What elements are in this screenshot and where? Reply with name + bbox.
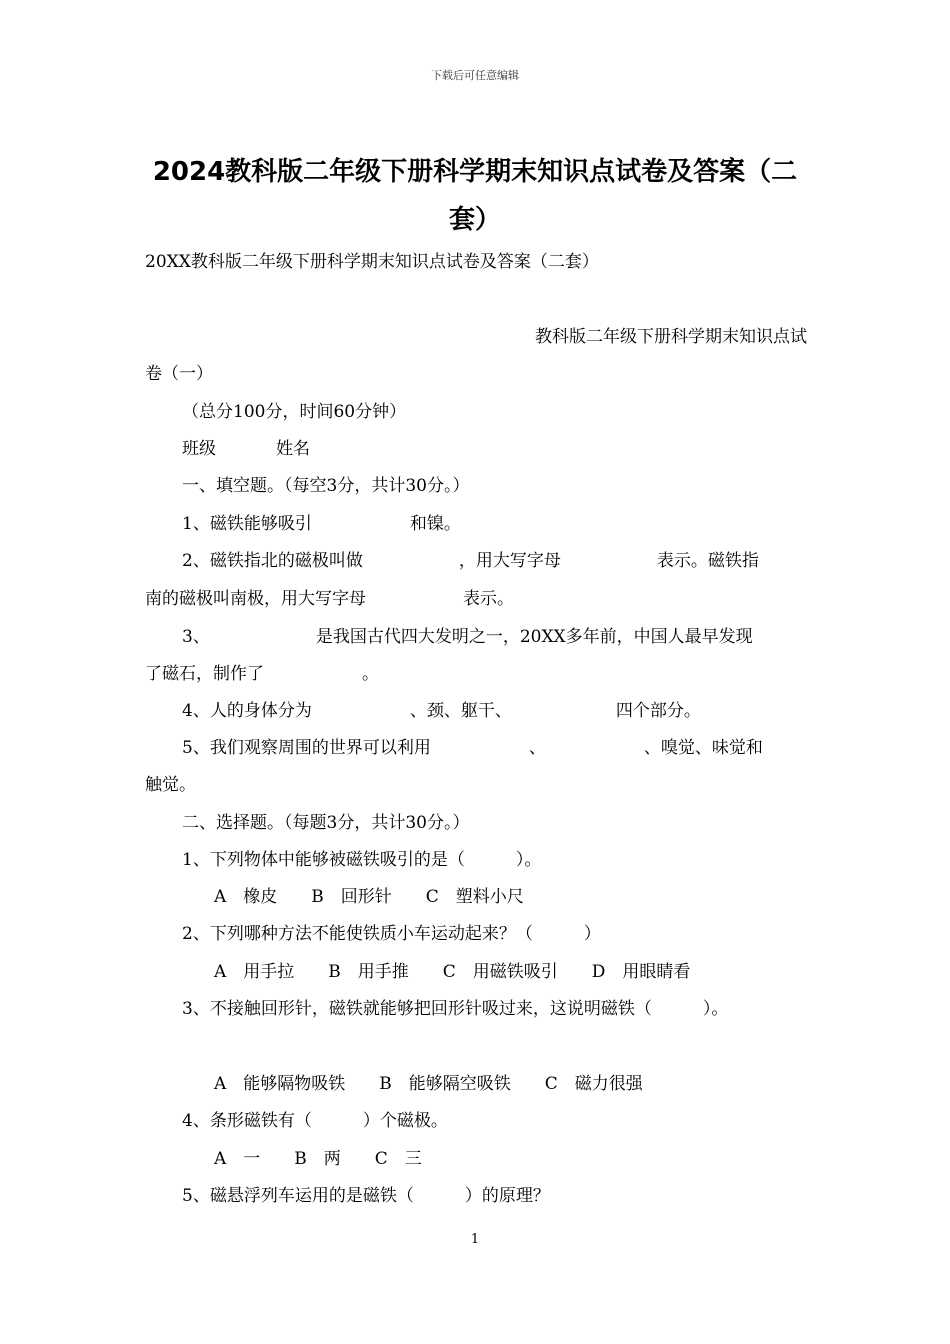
q1-1-text-a: 1、磁铁能够吸引: [182, 514, 312, 534]
q1-2-text-a: 2、磁铁指北的磁极叫做: [182, 551, 363, 571]
title-line-1: 2024教科版二年级下册科学期末知识点试卷及答案（二: [152, 157, 798, 187]
paper-title-part-b: 卷（一）: [145, 364, 213, 384]
q1-3-text-b: 是我国古代四大发明之一，20XX多年前，中国人最早发现: [315, 627, 753, 647]
q1-2-text-d: 南的磁极叫南极，用大写字母: [145, 589, 366, 609]
choice-question-1: 1、下列物体中能够被磁铁吸引的是（ ）。: [182, 850, 542, 870]
fill-question-3-line-2: [145, 663, 807, 685]
fill-question-4: [182, 700, 844, 722]
q1-2-text-c: 表示。磁铁指: [656, 551, 759, 571]
fill-question-1: [182, 513, 844, 535]
q1-2-text-b: ，用大写字母: [458, 551, 561, 571]
score-info: （总分100分，时间60分钟）: [182, 402, 407, 422]
choice-question-2-options: A 用手拉 B 用手推 C 用磁铁吸引 D 用眼睛看: [214, 962, 691, 982]
q1-5-text-c: 、嗅觉、味觉和: [643, 738, 763, 758]
q1-4-text-c: 四个部分。: [615, 701, 701, 721]
fill-question-5-line-2: 触觉。: [145, 775, 196, 795]
q1-5-text-a: 5、我们观察周围的世界可以利用: [182, 738, 431, 758]
choice-question-3: 3、不接触回形针，磁铁就能够把回形针吸过来，这说明磁铁（ ）。: [182, 999, 729, 1019]
page-header: 下载后可任意编辑: [431, 69, 519, 82]
choice-question-5: 5、磁悬浮列车运用的是磁铁（ ）的原理？: [182, 1186, 550, 1206]
fill-question-2-line-2: [145, 588, 807, 610]
q1-3-text-c: 了磁石，制作了: [145, 664, 264, 684]
q1-5-text-b: 、: [528, 738, 546, 758]
subtitle: 20XX教科版二年级下册科学期末知识点试卷及答案（二套）: [145, 252, 599, 272]
title-line-2: 套）: [448, 205, 501, 235]
choice-question-3-options: A 能够隔物吸铁 B 能够隔空吸铁 C 磁力很强: [214, 1074, 643, 1094]
document-title: [145, 148, 805, 244]
fill-question-5-line-1: [182, 737, 844, 759]
fill-question-3-line-1: [182, 626, 844, 648]
class-label: 班级: [182, 439, 216, 459]
q1-3-text-d: 。: [362, 664, 379, 684]
q1-1-text-b: 和镍。: [409, 514, 461, 534]
choice-question-4-options: A 一 B 两 C 三: [214, 1149, 422, 1169]
q1-4-text-a: 4、人的身体分为: [182, 701, 312, 721]
class-name-row: [182, 438, 844, 460]
choice-question-4: 4、条形磁铁有（ ）个磁极。: [182, 1111, 448, 1131]
page-number: 1: [470, 1232, 480, 1247]
fill-question-2-line-1: [182, 550, 807, 572]
section-2-heading: 二、选择题。（每题3分，共计30分。）: [182, 813, 470, 833]
section-1-heading: 一、填空题。（每空3分，共计30分。）: [182, 476, 470, 496]
choice-question-1-options: A 橡皮 B 回形针 C 塑料小尺: [214, 887, 524, 907]
q1-4-text-b: 、颈、躯干、: [409, 701, 512, 721]
name-label: 姓名: [276, 439, 310, 459]
q1-3-text-a: 3、: [182, 627, 210, 647]
q1-2-text-e: 表示。: [463, 589, 514, 609]
choice-question-2: 2、下列哪种方法不能使铁质小车运动起来？（ ）: [182, 924, 601, 944]
paper-title-part-a: 教科版二年级下册科学期末知识点试: [535, 327, 807, 347]
